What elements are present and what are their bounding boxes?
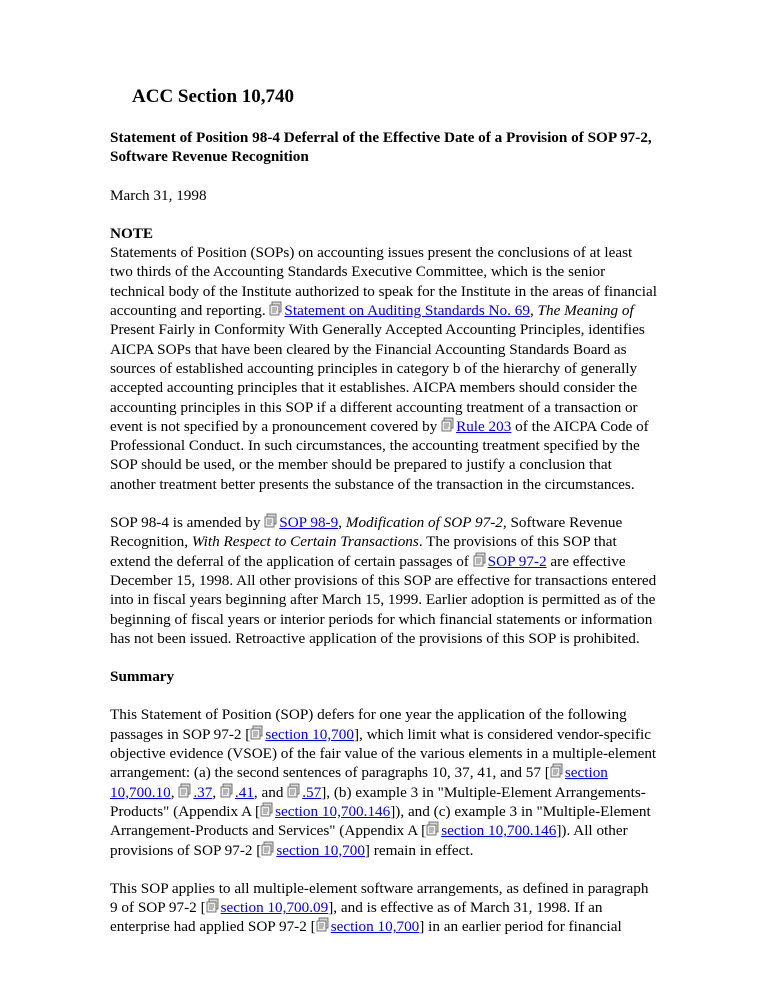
document-link-icon[interactable] [269,301,283,316]
summary-text: , and [253,783,288,801]
summary-heading: Summary [110,668,175,686]
note-heading: NOTE [110,224,154,242]
amend-text-italic-1: Modification of SOP 97-2 [345,514,503,532]
summary-text: ], which limit what is considered vendor-specific objective evidence (VSOE) of the fair value of the various elements in a multiple-element arrangement: (a) the second sentences of paragraphs 10, 37, 41, and 57 [ [110,725,657,782]
note-text-4: of the AICPA Code of Professional Conduct. In such circumstances, the accounting treatment specified by the SOP should be used, or the member should be prepared to justify a conclusion that another treatment better presents the substance of the transaction in the circumstances. [110,417,649,493]
amend-text-2: , [338,514,346,532]
summary-text: ], (b) example 3 in "Multiple-Element Arrangements-Products" (Appendix A [ [110,783,646,820]
document-link-icon[interactable] [250,725,264,740]
document-link-icon[interactable] [178,783,192,798]
link-sas-69[interactable]: Statement on Auditing Standards No. 69 [284,302,530,320]
document-link-icon[interactable] [316,917,330,932]
document-subtitle: Statement of Position 98-4 Deferral of the Effective Date of a Provision of SOP 97-2, Software Revenue Recognition [110,129,652,166]
summary-text: This SOP applies to all multiple-element software arrangements, as defined in paragraph 9 of SOP 97-2 [ [110,879,649,917]
amend-text-3: , Software Revenue Recognition [110,514,623,551]
summary-text: ] remain in effect. [364,841,474,859]
note-text-2: , [529,302,538,320]
document-link-icon[interactable] [264,513,278,528]
link-section[interactable]: section 10,700 [265,725,354,743]
summary-text: ]), and (c) example 3 in "Multiple-Element Arrangement-Products and Services" (Appendix A [ [110,802,651,840]
note-text-3: Present Fairly in Conformity With Generally Accepted Accounting Principles, identifies AICPA SOPs that have been cleared by the Financial Accounting Standards Board as sources of established accounting principles in category b of the hierarchy of generally accepted accounting principles that it establishes. AICPA members should consider the accounting principles in this SOP if a different accounting treatment of a transaction or event is not specified by a pronouncement covered by [110,321,645,435]
amendment-paragraph [110,513,658,648]
document-link-icon[interactable] [441,417,455,432]
document-link-icon[interactable] [261,841,275,856]
link-rule-203[interactable]: Rule 203 [456,417,512,435]
link-section[interactable]: .41 [234,783,254,801]
summary-text: , [170,783,179,801]
page-title: ACC Section 10,740 [132,86,295,107]
document-link-icon[interactable] [473,552,487,567]
link-section[interactable]: section 10,700.146 [441,822,557,840]
link-sop-97-2[interactable]: SOP 97-2 [487,552,547,570]
note-paragraph [110,224,658,494]
document-link-icon[interactable] [287,783,301,798]
document-link-icon[interactable] [206,898,220,913]
summary-paragraph-2 [110,879,658,937]
document-date: March 31, 1998 [110,186,207,204]
amend-text-4: . The provisions of this SOP that extend the deferral of the application of certain passages of [110,533,617,570]
link-section[interactable]: section 10,700 [330,918,420,936]
document-link-icon[interactable] [260,802,274,817]
summary-text: ]). All other provisions of SOP 97-2 [ [110,822,628,859]
note-text-1: Statements of Position (SOPs) on accounting issues present the conclusions of at least two thirds of the Accounting Standards Executive Committee, which is the senior technical body of the Institute authorized to speak for the Institute in the areas of financial accounting and reporting. [110,244,657,320]
summary-paragraph-1 [110,705,658,859]
amend-text-1: SOP 98-4 is amended by [110,514,265,532]
link-section[interactable]: section 10,700 [276,841,365,859]
link-section[interactable]: .57 [302,783,322,801]
document-link-icon[interactable] [220,783,234,798]
link-section[interactable]: section 10,700.146 [275,802,391,820]
link-sop-98-9[interactable]: SOP 98-9 [279,514,339,532]
summary-text: , [212,783,220,801]
amend-text-italic-2: , With Respect to Certain Transactions [184,533,419,551]
note-text-italic: The Meaning of [537,302,634,320]
summary-text: ] in an earlier period for financial [419,918,622,936]
link-section[interactable]: section 10,700.09 [220,899,329,917]
document-link-icon[interactable] [550,763,564,778]
document-link-icon[interactable] [426,821,440,836]
link-section[interactable]: .37 [193,783,213,801]
summary-text: This Statement of Position (SOP) defers for one year the application of the following passages in SOP 97-2 [ [110,706,627,743]
amend-text-5: are effective December 15, 1998. All other provisions of this SOP are effective for transactions entered into in fiscal years beginning after March 15, 1999. Earlier adoption is permitted as of the beginning of fiscal years or interior periods for which financial statements or information has not been issued. Retroactive application of the provisions of this SOP is prohibited. [110,552,657,647]
link-section[interactable]: section 10,700.10 [110,764,608,801]
summary-text: ], and is effective as of March 31, 1998. If an enterprise had applied SOP 97-2 [ [110,899,603,936]
